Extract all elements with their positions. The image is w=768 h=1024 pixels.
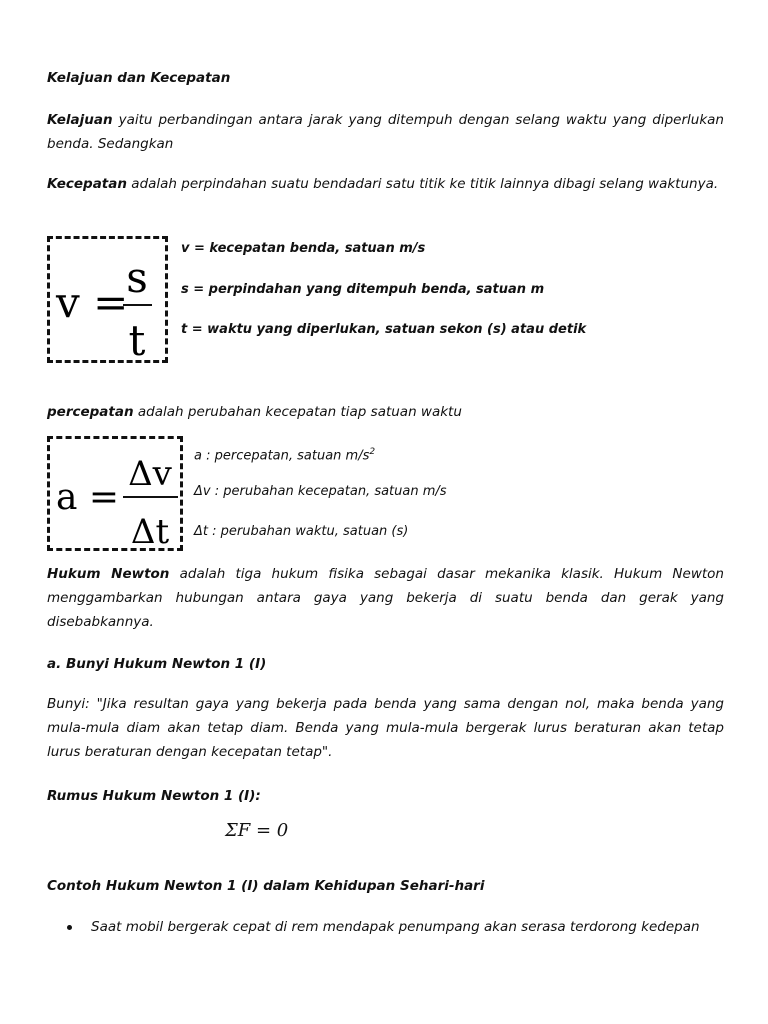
term-kecepatan: Kecepatan bbox=[47, 176, 127, 192]
text-hukum-newton: adalah tiga hukum fisika sebagai dasar mekanika klasik. Hukum Newton menggambarkan hubungan antara gaya yang bekerja di suatu benda dan gerak yang disebabkannya. bbox=[47, 566, 724, 630]
text-kecepatan: adalah perpindahan suatu bendadari satu titik ke titik lainnya dibagi selang waktunya. bbox=[127, 176, 719, 192]
formula-velocity-lhs: v = bbox=[56, 278, 129, 327]
bullet-icon bbox=[67, 925, 72, 930]
paragraph-kecepatan bbox=[47, 172, 724, 196]
formula-velocity-denominator: t bbox=[128, 316, 146, 365]
document-page bbox=[47, 0, 724, 1024]
legend-t: t = waktu yang diperlukan, satuan sekon (s) atau detik bbox=[181, 322, 587, 337]
formula-acceleration-lhs: a = bbox=[56, 477, 120, 518]
paragraph-kelajuan bbox=[47, 108, 724, 156]
formula-velocity-numerator: s bbox=[126, 253, 148, 302]
formula-sum-force: ΣF = 0 bbox=[225, 820, 289, 841]
term-percepatan: percepatan bbox=[47, 404, 134, 420]
term-kelajuan: Kelajuan bbox=[47, 112, 113, 128]
formula-acceleration-denominator: Δt bbox=[130, 512, 170, 552]
formula-acceleration-numerator: Δv bbox=[128, 454, 172, 494]
legend-v: v = kecepatan benda, satuan m/s bbox=[181, 241, 426, 256]
legend-a bbox=[194, 443, 375, 465]
section-title-kelajuan: Kelajuan dan Kecepatan bbox=[47, 70, 231, 86]
text-percepatan: adalah perubahan kecepatan tiap satuan waktu bbox=[133, 404, 462, 420]
legend-a-sup: 2 bbox=[369, 447, 376, 457]
formula-acceleration-box bbox=[47, 436, 183, 551]
heading-bunyi-newton-1: a. Bunyi Hukum Newton 1 (I) bbox=[47, 656, 267, 672]
legend-s: s = perpindahan yang ditempuh benda, satuan m bbox=[181, 282, 545, 297]
text-kelajuan: yaitu perbandingan antara jarak yang ditempuh dengan selang waktu yang diperlukan benda. Sedangkan bbox=[47, 112, 724, 152]
formula-velocity bbox=[50, 239, 171, 366]
heading-rumus-newton-1: Rumus Hukum Newton 1 (I): bbox=[47, 788, 261, 804]
paragraph-hukum-newton bbox=[47, 562, 724, 634]
heading-contoh-newton-1: Contoh Hukum Newton 1 (I) dalam Kehidupan Sehari-hari bbox=[47, 878, 485, 894]
legend-a-text: a : percepatan, satuan m/s bbox=[194, 448, 370, 464]
paragraph-bunyi: Bunyi: "Jika resultan gaya yang bekerja pada benda yang sama dengan nol, maka benda yang mula-mula diam akan tetap diam. Benda yang mula-mula bergerak lurus beraturan akan tetap lurus beraturan dengan kecepatan tetap". bbox=[47, 696, 724, 760]
legend-dv: Δv : perubahan kecepatan, satuan m/s bbox=[194, 484, 447, 499]
list-item-text: Saat mobil bergerak cepat di rem mendapak penumpang akan serasa terdorong kedepan bbox=[91, 919, 700, 935]
formula-velocity-box bbox=[47, 236, 168, 363]
legend-dt: Δt : perubahan waktu, satuan (s) bbox=[194, 524, 409, 539]
paragraph-percepatan bbox=[47, 400, 724, 424]
formula-acceleration bbox=[50, 439, 186, 554]
term-hukum-newton: Hukum Newton bbox=[47, 566, 170, 582]
